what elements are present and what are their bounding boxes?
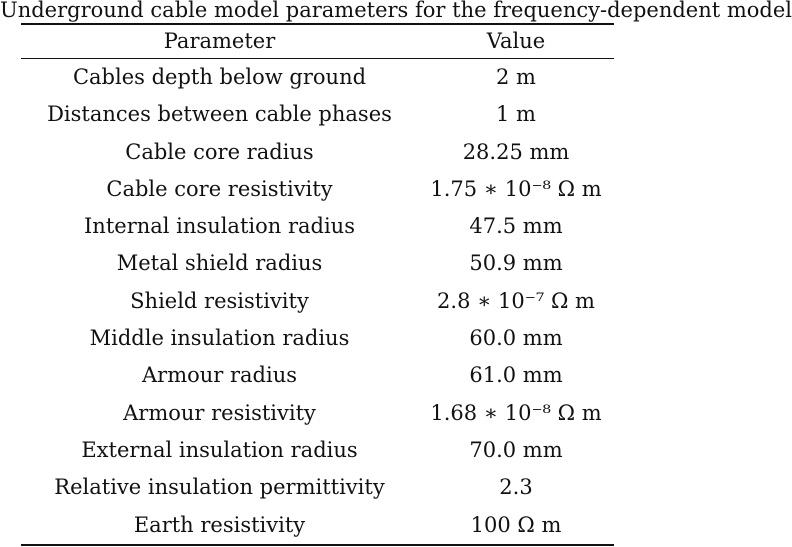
parameter-cell: Internal insulation radius — [84, 214, 355, 239]
header-parameter: Parameter — [163, 29, 276, 53]
value-cell: 2.3 — [499, 475, 533, 500]
parameter-cell: Armour radius — [141, 363, 298, 388]
table-row — [21, 395, 614, 432]
value-cell: 61.0 mm — [469, 363, 563, 388]
header-value: Value — [486, 29, 546, 53]
value-cell: 2 m — [496, 65, 536, 89]
parameter-cell: Distances between cable phases — [47, 102, 392, 127]
value-cell: 1.68 ∗ 10⁻⁸ Ω m — [430, 400, 602, 425]
table-row — [21, 283, 614, 320]
parameter-cell: Relative insulation permittivity — [54, 475, 385, 500]
table-row — [21, 245, 614, 282]
value-cell: 1.75 ∗ 10⁻⁸ Ω m — [430, 176, 602, 201]
parameter-cell: Cables depth below ground — [72, 65, 367, 89]
table-row — [21, 432, 614, 469]
value-cell: 28.25 mm — [462, 139, 570, 164]
table-caption — [0, 0, 792, 23]
value-cell: 70.0 mm — [469, 437, 563, 462]
parameter-cell: Shield resistivity — [130, 288, 309, 313]
table-row — [21, 171, 614, 208]
value-cell: 1 m — [496, 102, 536, 127]
table-row — [21, 320, 614, 357]
value-cell: 50.9 mm — [469, 251, 563, 276]
table-row — [21, 208, 614, 245]
parameter-cell: Cable core radius — [125, 139, 314, 164]
table-header-row — [21, 25, 614, 58]
table-row — [21, 96, 614, 133]
value-cell: 60.0 mm — [469, 326, 563, 351]
table-row — [21, 134, 614, 171]
table-row — [21, 469, 614, 506]
table-row — [21, 58, 614, 96]
value-cell: 2.8 ∗ 10⁻⁷ Ω m — [437, 288, 595, 313]
table-bottom-rule — [21, 544, 614, 546]
parameter-cell: Metal shield radius — [116, 251, 323, 276]
caption-text: Underground cable model parameters for the frequency-dependent model — [0, 0, 792, 22]
parameter-cell: Middle insulation radius — [89, 326, 350, 351]
value-cell: 47.5 mm — [469, 214, 563, 239]
value-cell: 100 Ω m — [470, 512, 562, 537]
parameter-cell: External insulation radius — [81, 437, 358, 462]
parameter-cell: Cable core resistivity — [106, 176, 333, 201]
parameters-table — [21, 25, 614, 544]
parameter-cell: Earth resistivity — [133, 512, 306, 537]
table-row — [21, 357, 614, 394]
table-row — [21, 507, 614, 544]
parameter-cell: Armour resistivity — [123, 400, 316, 425]
